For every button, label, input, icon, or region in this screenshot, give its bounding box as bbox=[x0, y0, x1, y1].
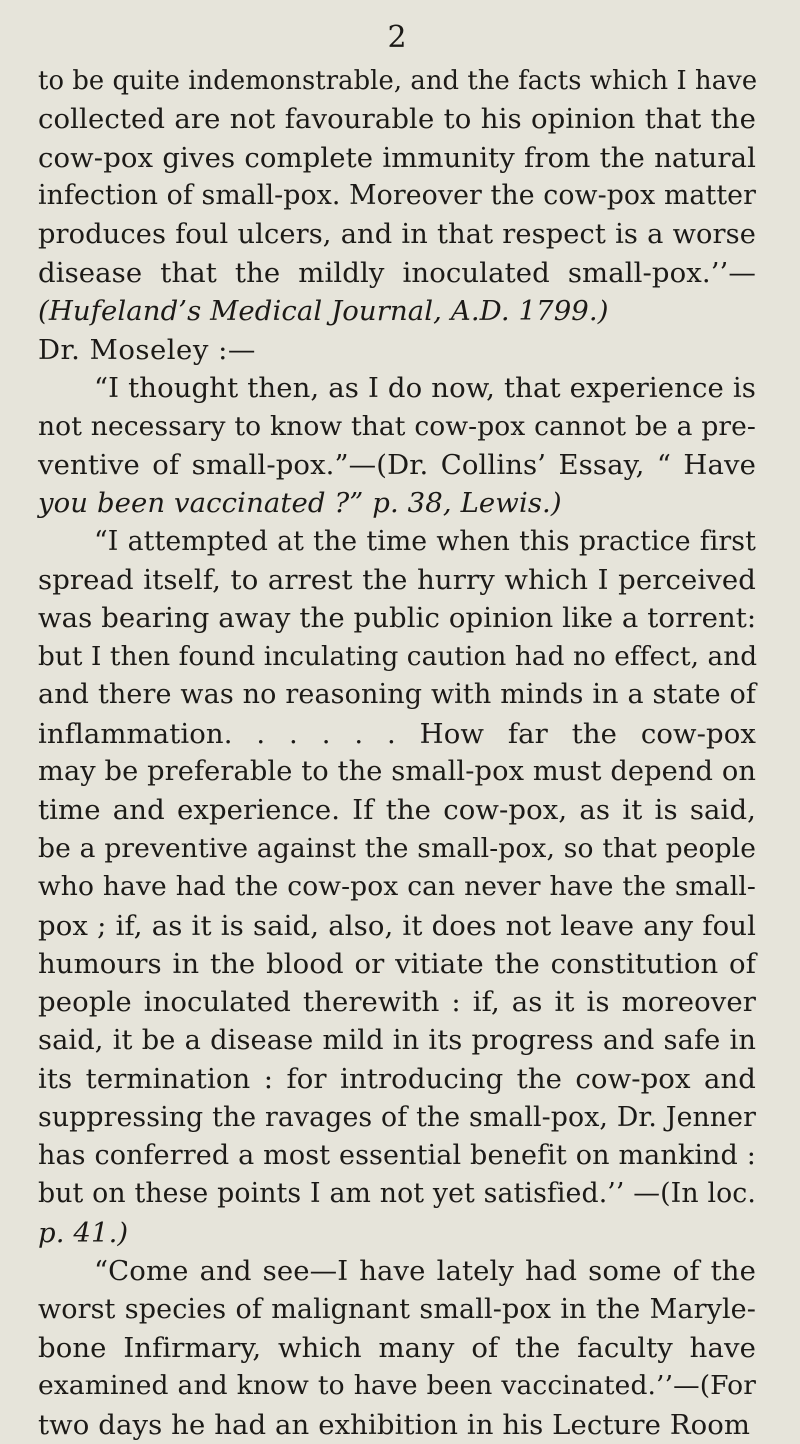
text-line: infection of small-pox. Moreover the cow-pox matter bbox=[38, 180, 756, 212]
text-line: and there was no reasoning with minds in a state of bbox=[38, 679, 756, 711]
text-line: cow-pox gives complete immunity from the natural bbox=[38, 141, 756, 174]
text-line: p. 41.) bbox=[38, 1216, 129, 1249]
text-line: you been vaccinated ?” p. 38, Lewis.) bbox=[38, 487, 562, 520]
text-line: spread itself, to arrest the hurry which I perceived bbox=[38, 564, 756, 597]
text-line: be a preventive against the small-pox, so that people bbox=[38, 832, 756, 864]
text-line: “I thought then, as I do now, that experience is bbox=[94, 372, 756, 405]
text-line: worst species of malignant small-pox in the Maryle- bbox=[38, 1293, 756, 1325]
text-line: (Hufeland’s Medical Journal, A.D. 1799.) bbox=[38, 295, 609, 328]
text-line: has conferred a most essential benefit on mankind : bbox=[38, 1139, 756, 1171]
text-line: collected are not favourable to his opinion that the bbox=[38, 103, 756, 136]
text-line: humours in the blood or vitiate the constitution of bbox=[38, 947, 756, 980]
text-line: suppressing the ravages of the small-pox, Dr. Jenner bbox=[38, 1101, 756, 1133]
text-line: was bearing away the public opinion like a torrent: bbox=[38, 602, 757, 635]
text-line: said, it be a disease mild in its progress and safe in bbox=[38, 1024, 756, 1056]
text-line: bone Infirmary, which many of the faculty have bbox=[38, 1331, 756, 1364]
text-line: two days he had an exhibition in his Lecture Room bbox=[38, 1408, 751, 1441]
body-text bbox=[38, 62, 756, 1444]
text-line: people inoculated therewith : if, as it is moreover bbox=[38, 986, 756, 1019]
text-line: ventive of small-pox.”—(Dr. Collins’ Essay, “ Have bbox=[38, 448, 756, 481]
text-line: who have had the cow-pox can never have the small- bbox=[38, 871, 756, 903]
text-line: not necessary to know that cow-pox cannot be a pre- bbox=[38, 410, 756, 442]
text-line: Dr. Moseley :— bbox=[38, 333, 256, 366]
text-line: but I then found inculating caution had no effect, and bbox=[38, 641, 758, 672]
text-line: disease that the mildly inoculated small-pox.’’— bbox=[38, 256, 756, 289]
text-line: its termination : for introducing the cow-pox and bbox=[38, 1063, 756, 1096]
text-line: may be preferable to the small-pox must depend on bbox=[38, 756, 756, 788]
text-line: inflammation. . . . . . How far the cow-pox bbox=[38, 717, 756, 750]
page-number: 2 bbox=[387, 20, 407, 55]
text-line: produces foul ulcers, and in that respect is a worse bbox=[38, 218, 756, 250]
text-line: “I attempted at the time when this practice first bbox=[94, 525, 756, 557]
text-line: to be quite indemonstrable, and the facts which I have bbox=[38, 66, 758, 96]
text-line: examined and know to have been vaccinated.’’—(For bbox=[38, 1370, 756, 1402]
text-line: “Come and see—I have lately had some of the bbox=[94, 1255, 756, 1288]
text-line: but on these points I am not yet satisfied.’’ —(In loc. bbox=[38, 1178, 756, 1210]
text-line: pox ; if, as it is said, also, it does not leave any foul bbox=[38, 909, 756, 942]
text-line: time and experience. If the cow-pox, as it is said, bbox=[38, 794, 756, 827]
